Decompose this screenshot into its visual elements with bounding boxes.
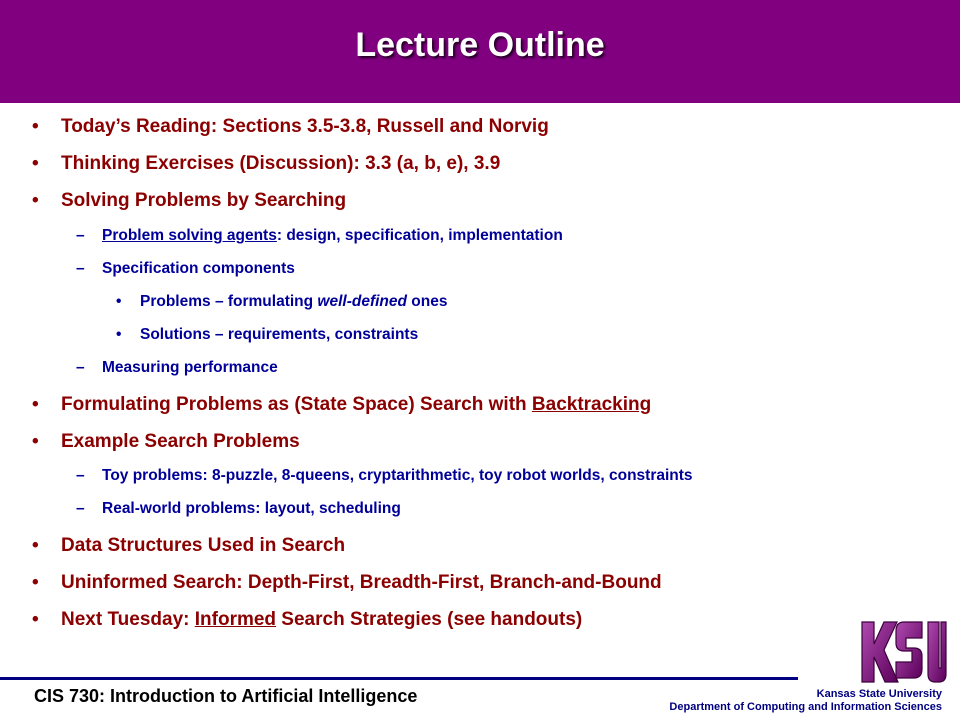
bullet-text: Data Structures Used in Search: [61, 535, 346, 556]
sub-item: [76, 227, 563, 245]
sub-item-text: : design, specification, implementation: [276, 227, 563, 244]
sub-item: [76, 359, 278, 377]
sub-sub-item-text: ones: [407, 293, 448, 310]
bullet-item: [32, 535, 345, 557]
slide-title: Lecture Outline: [355, 26, 605, 64]
university-name: Kansas State University: [816, 688, 942, 700]
bullet-marker: •: [32, 535, 39, 556]
title-bar: [0, 0, 960, 103]
bullet-text: Next Tuesday:: [61, 609, 195, 630]
sub-item-text: Toy problems: 8-puzzle, 8-queens, cryptarithmetic, toy robot worlds, constraints: [102, 467, 693, 484]
sub-item-text: Measuring performance: [102, 359, 278, 376]
sub-sub-item: [116, 293, 448, 311]
bullet-marker: •: [32, 116, 39, 137]
sub-item-text: Real-world problems: layout, scheduling: [102, 500, 401, 517]
ksu-logo: [858, 618, 948, 686]
dash-marker: –: [76, 227, 85, 244]
dash-marker: –: [76, 500, 85, 517]
informed-link[interactable]: Informed: [194, 609, 277, 630]
sub-sub-item-text: Problems – formulating: [140, 293, 318, 310]
emphasis-text: well-defined: [317, 293, 407, 310]
bullet-marker: •: [32, 572, 39, 593]
sub-item: [76, 500, 401, 518]
bullet-marker: •: [32, 609, 39, 630]
bullet-item: [32, 431, 300, 453]
bullet-text: Thinking Exercises (Discussion): 3.3 (a, b, e), 3.9: [61, 153, 501, 174]
dash-marker: –: [76, 467, 85, 484]
bullet-item: [32, 116, 549, 138]
sub-item: [76, 260, 295, 278]
bullet-marker: •: [116, 293, 122, 310]
problem-solving-agents-link[interactable]: Problem solving agents: [102, 227, 277, 244]
department-name: Department of Computing and Information Sciences: [669, 701, 942, 713]
dash-marker: –: [76, 260, 85, 277]
university-info: [669, 688, 942, 714]
course-title: CIS 730: Introduction to Artificial Intelligence: [34, 686, 418, 706]
bullet-item: [32, 394, 651, 416]
bullet-text: Today’s Reading: Sections 3.5-3.8, Russell and Norvig: [61, 116, 549, 137]
bullet-text: Search Strategies (see handouts): [276, 609, 583, 630]
bullet-marker: •: [116, 326, 122, 343]
bullet-text: Formulating Problems as (State Space) Search with: [61, 394, 532, 415]
sub-sub-item-text: Solutions – requirements, constraints: [140, 326, 419, 343]
bullet-item: [32, 153, 500, 175]
bullet-marker: •: [32, 190, 39, 211]
bullet-item: [32, 609, 582, 631]
sub-sub-item: [116, 326, 419, 344]
dash-marker: –: [76, 359, 85, 376]
bullet-text: Example Search Problems: [61, 431, 300, 452]
bullet-item: [32, 190, 346, 212]
bullet-text: Uninformed Search: Depth-First, Breadth-First, Branch-and-Bound: [61, 572, 662, 593]
bullet-marker: •: [32, 431, 39, 452]
backtracking-link[interactable]: Backtracking: [531, 394, 652, 415]
sub-item: [76, 467, 693, 485]
sub-item-text: Specification components: [102, 260, 295, 277]
bullet-marker: •: [32, 153, 39, 174]
bullet-text: Solving Problems by Searching: [61, 190, 347, 211]
bullet-item: [32, 572, 662, 594]
footer-divider: [0, 677, 798, 680]
bullet-marker: •: [32, 394, 39, 415]
